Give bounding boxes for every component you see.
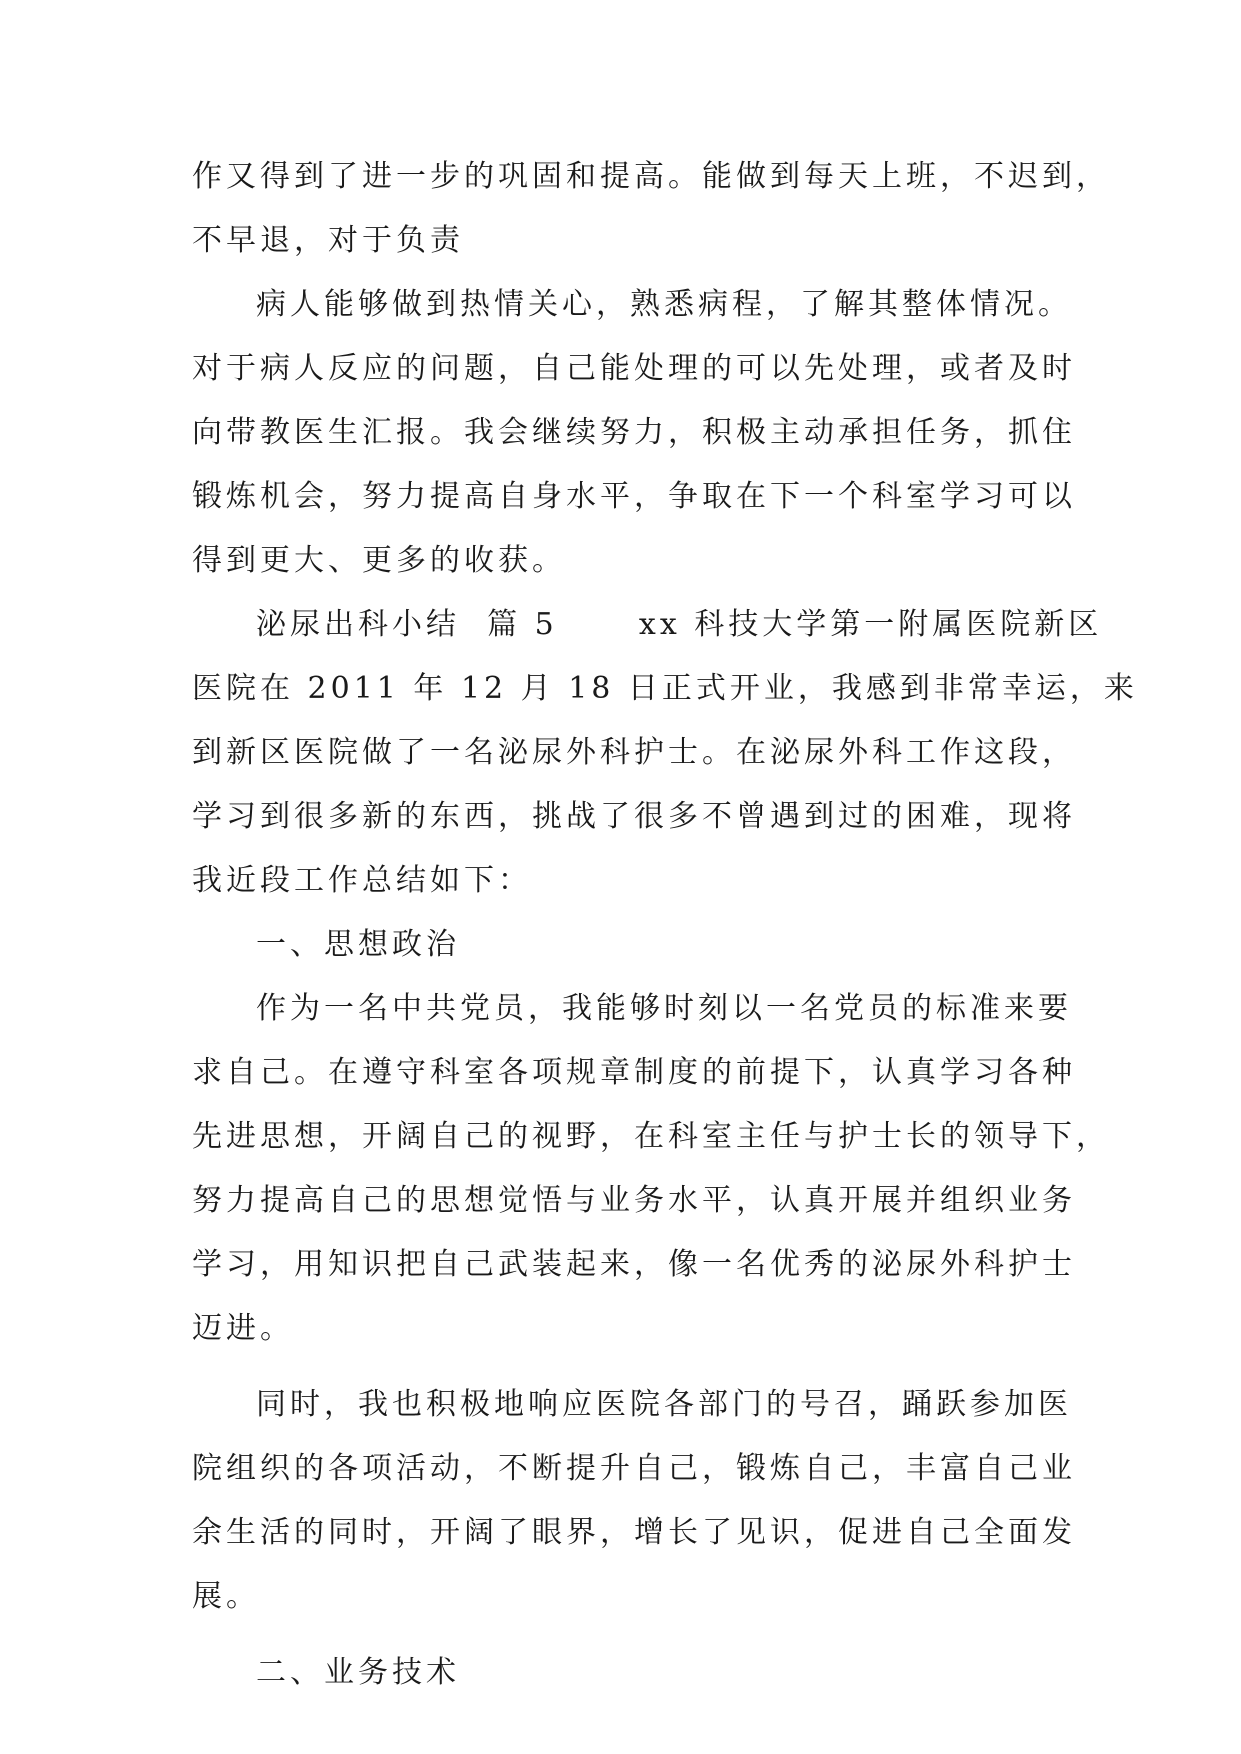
text-line: 迈进。: [192, 1311, 294, 1346]
paragraph: [192, 593, 1138, 913]
text-line: 同时，我也积极地响应医院各部门的号召，踊跃参加医: [256, 1387, 1072, 1422]
text-line: 锻炼机会，努力提高自身水平，争取在下一个科室学习可以: [192, 479, 1076, 514]
text-line: 到新区医院做了一名泌尿外科护士。在泌尿外科工作这段，: [192, 735, 1076, 770]
text-line: 泌尿出科小结 篇 5 xx 科技大学第一附属医院新区: [256, 607, 1103, 642]
paragraph: [192, 1373, 1076, 1629]
text-line: 余生活的同时，开阔了眼界，增长了见识，促进自己全面发: [192, 1515, 1076, 1550]
text-line: 对于病人反应的问题，自己能处理的可以先处理，或者及时: [192, 351, 1076, 386]
text-line: 向带教医生汇报。我会继续努力，积极主动承担任务，抓住: [192, 415, 1076, 450]
text-line: 努力提高自己的思想觉悟与业务水平，认真开展并组织业务: [192, 1183, 1076, 1218]
text-line: 作为一名中共党员，我能够时刻以一名党员的标准来要: [256, 991, 1072, 1026]
text-line: 不早退，对于负责: [192, 223, 464, 258]
text-line: 学习，用知识把自己武装起来，像一名优秀的泌尿外科护士: [192, 1247, 1076, 1282]
document-body: [192, 145, 1138, 1705]
text-line: 作又得到了进一步的巩固和提高。能做到每天上班，不迟到，: [192, 159, 1110, 194]
text-line: 我近段工作总结如下：: [192, 863, 532, 898]
section-heading: [192, 913, 1072, 977]
paragraph: [192, 273, 1076, 593]
text-line: 二、业务技术: [256, 1655, 460, 1690]
text-line: 学习到很多新的东西，挑战了很多不曾遇到过的困难，现将: [192, 799, 1076, 834]
text-line: 得到更大、更多的收获。: [192, 543, 566, 578]
text-line: 院组织的各项活动，不断提升自己，锻炼自己，丰富自己业: [192, 1451, 1076, 1486]
text-line: 先进思想，开阔自己的视野，在科室主任与护士长的领导下，: [192, 1119, 1110, 1154]
section-heading: [192, 1641, 1072, 1705]
paragraph-gap: [192, 1361, 1072, 1373]
text-line: 一、思想政治: [256, 927, 460, 962]
text-line: 医院在 2011 年 12 月 18 日正式开业，我感到非常幸运，来: [192, 671, 1138, 706]
paragraph: [192, 977, 1110, 1361]
text-line: 病人能够做到热情关心，熟悉病程，了解其整体情况。: [256, 287, 1072, 322]
paragraph-gap: [192, 1629, 1072, 1641]
paragraph-continuation: [192, 145, 1110, 273]
text-line: 求自己。在遵守科室各项规章制度的前提下，认真学习各种: [192, 1055, 1076, 1090]
text-line: 展。: [192, 1579, 260, 1614]
